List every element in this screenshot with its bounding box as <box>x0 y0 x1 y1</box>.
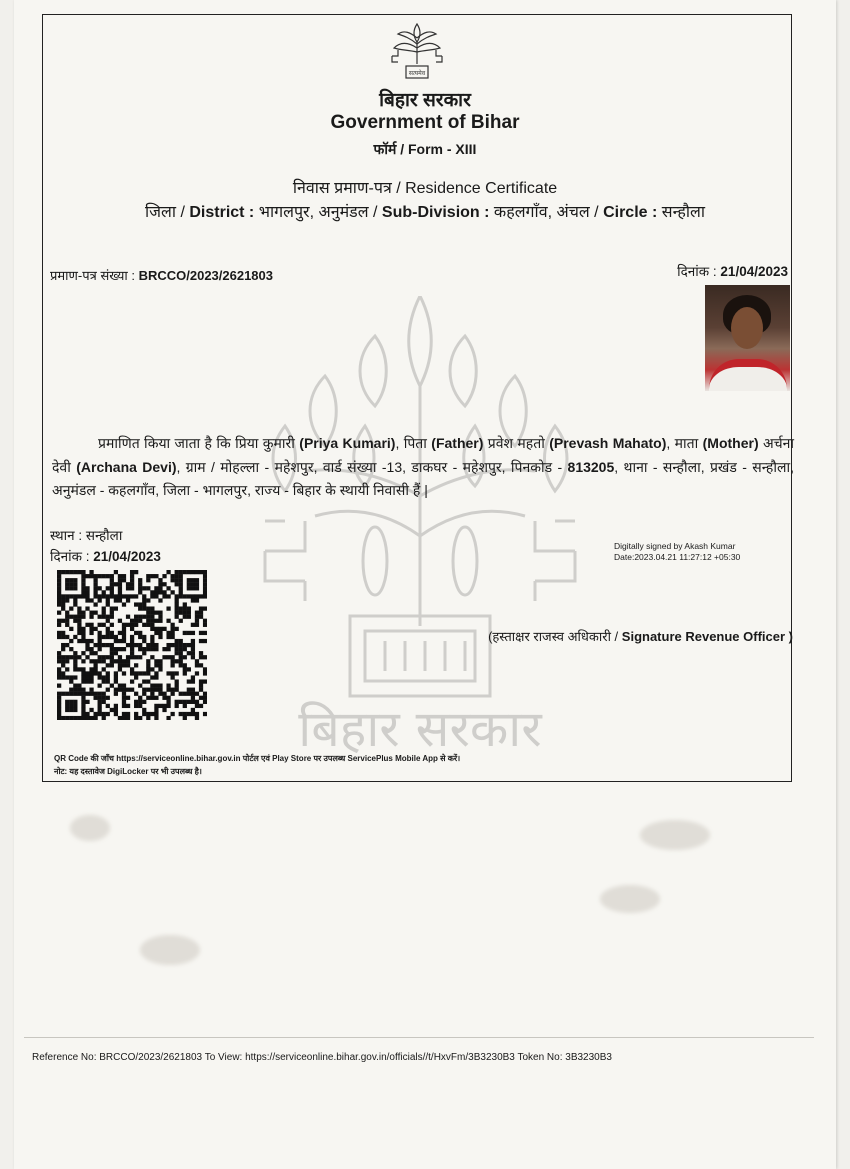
svg-text:सत्यमेव: सत्यमेव <box>408 70 426 77</box>
hindi-government-title: बिहार सरकार <box>379 90 471 111</box>
smudge <box>140 935 200 965</box>
signature-label: (हस्ताक्षर राजस्व अधिकारी / Signature Revenue Officer ) <box>488 629 793 644</box>
digital-signature: Digitally signed by Akash Kumar Date:2023.04.21 11:27:12 +05:30 <box>614 541 741 562</box>
ashoka-emblem-icon <box>386 20 448 84</box>
smudge <box>640 820 710 850</box>
smudge <box>600 885 660 913</box>
footer-divider <box>24 1037 814 1038</box>
certificate-number: प्रमाण-पत्र संख्या : BRCCO/2023/2621803 <box>50 268 273 283</box>
issue-date: दिनांक : 21/04/2023 <box>50 549 161 564</box>
smudge <box>70 815 110 841</box>
certificate-date: दिनांक : 21/04/2023 <box>677 264 788 279</box>
district-line: जिला / District : भागलपुर, अनुमंडल / Sub-Division : कहलगाँव, अंचल / Circle : सन्हौला <box>145 204 705 221</box>
issue-place: स्थान : सन्हौला <box>50 528 123 543</box>
qr-code[interactable] <box>57 570 207 720</box>
certificate-title: निवास प्रमाण-पत्र / Residence Certificate <box>292 180 558 197</box>
certificate-body: प्रमाणित किया जाता है कि प्रिया कुमारी (Priya Kumari), पिता (Father) प्रवेश महतो (Prevash Mahato), माता (Mother) अर्चना देवी (Archana Devi), ग्राम / मोहल्ला - महेशपुर, वार्ड संख्या -13, डाकघर - महेशपुर, पिनकोड - 813205, थाना - सन्हौला, प्रखंड - सन्हौला, अनुमंडल - कहलगाँव, जिला - भागलपुर, राज्य - बिहार के स्थायी निवासी हैं | <box>52 435 794 498</box>
qr-verification-note: QR Code की जाँच https://serviceonline.bihar.gov.in पोर्टल एवं Play Store पर उपलब्ध ServicePlus Mobile App से करें। नोट: यह दस्तावेज DigiLocker पर भी उपलब्ध है। <box>54 754 461 776</box>
form-number: फॉर्म / Form - XIII <box>373 141 477 157</box>
svg-text:बिहार सरकार: बिहार सरकार <box>298 700 542 758</box>
bihar-emblem-watermark <box>255 296 585 766</box>
government-title: Government of Bihar <box>330 112 520 133</box>
reference-line: Reference No: BRCCO/2023/2621803 To View: https://serviceonline.bihar.gov.in/officials//t/HxvFm/3B3230B3 Token No: 3B3230B3 <box>32 1052 612 1063</box>
applicant-photo <box>705 285 790 391</box>
